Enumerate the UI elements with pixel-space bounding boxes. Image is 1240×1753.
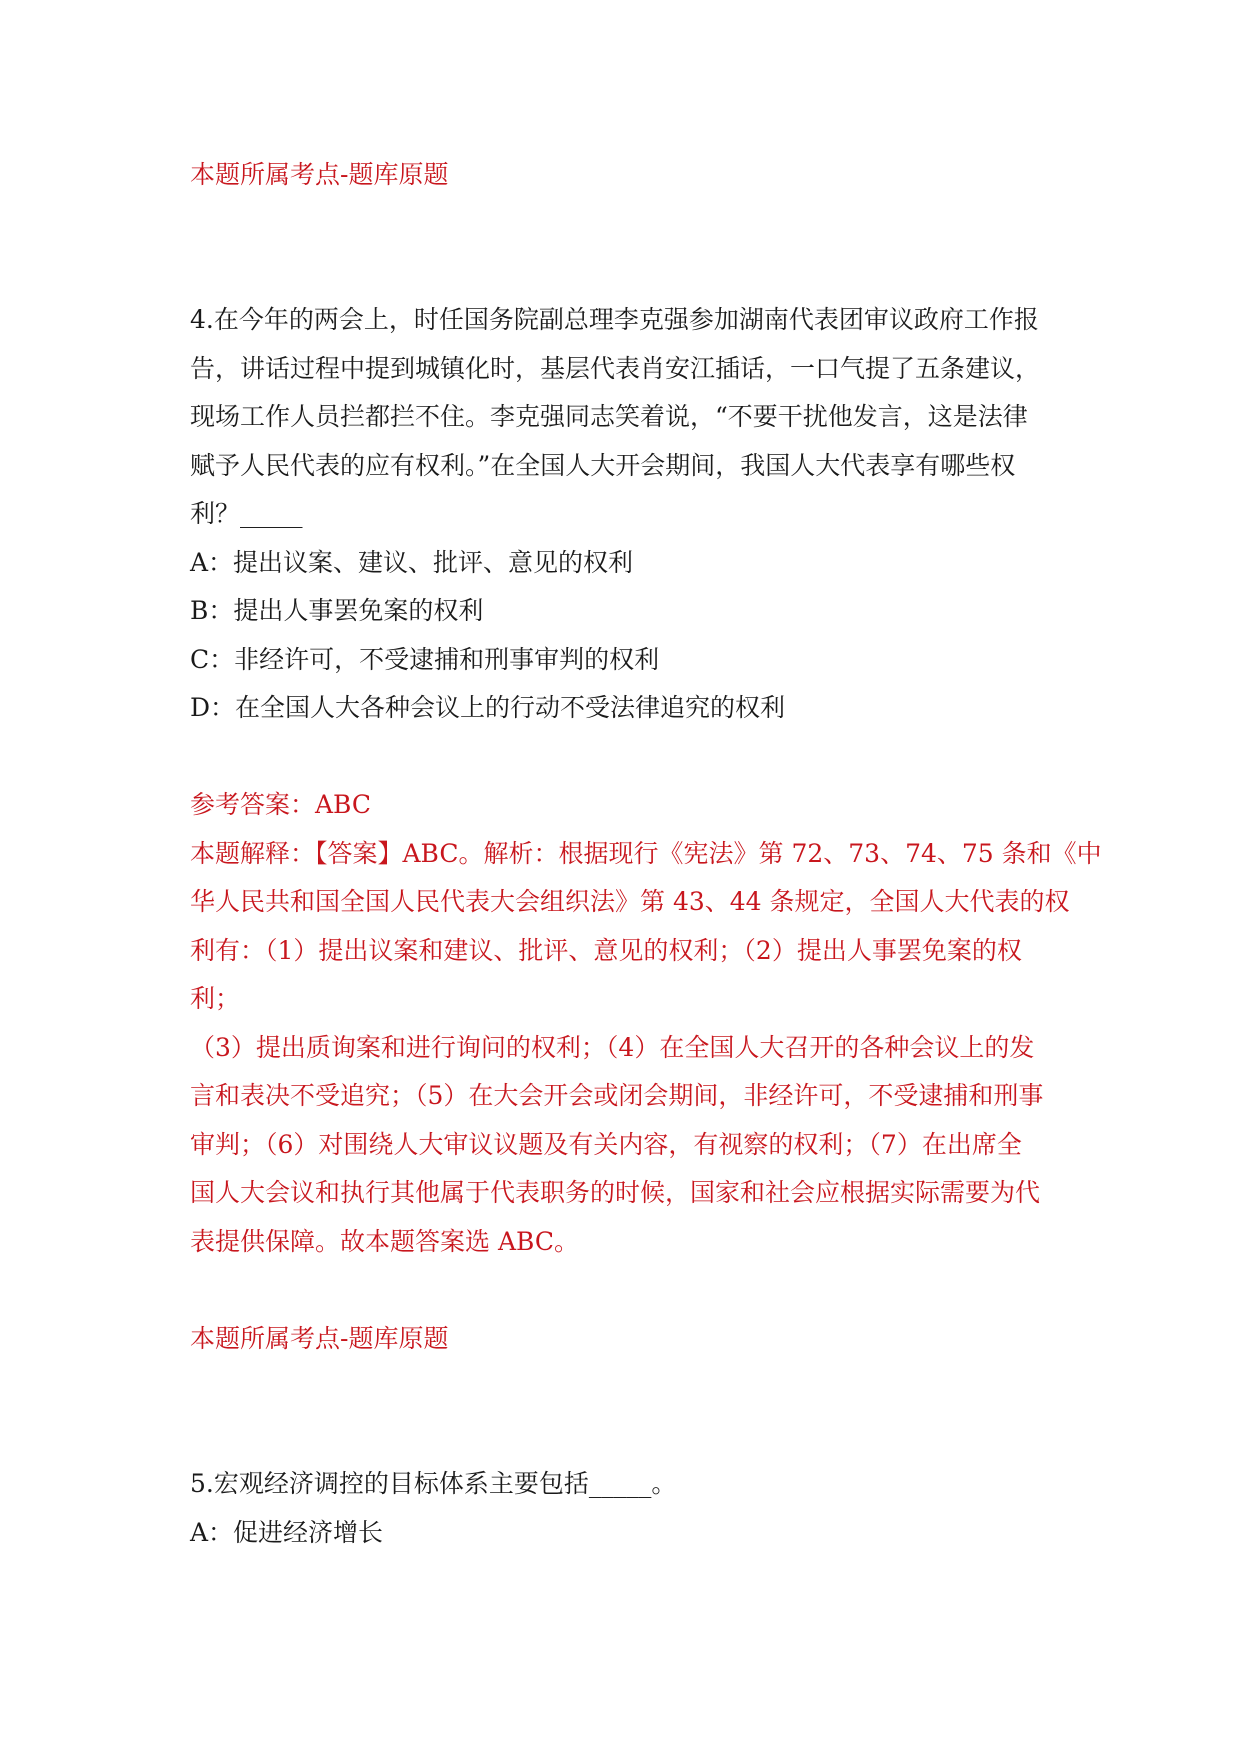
q4-stem-line: 利？_____ xyxy=(190,499,303,528)
q4-stem-line: 4.在今年的两会上，时任国务院副总理李克强参加湖南代表团审议政府工作报 xyxy=(190,305,1039,334)
q4-explanation-line: 利有：（1）提出议案和建议、批评、意见的权利；（2）提出人事罢免案的权 xyxy=(190,936,1022,965)
q4-stem-line: 赋予人民代表的应有权利。”在全国人大开会期间，我国人大代表享有哪些权 xyxy=(190,451,1016,480)
q4-option-c: C：非经许可，不受逮捕和刑事审判的权利 xyxy=(190,645,660,674)
q4-explanation-line: 本题解释：【答案】ABC。解析：根据现行《宪法》第 72、73、74、75 条和《中 xyxy=(190,839,1102,868)
q5-stem: 5.宏观经济调控的目标体系主要包括_____。 xyxy=(190,1469,677,1498)
q4-option-a: A：提出议案、建议、批评、意见的权利 xyxy=(190,548,634,577)
q4-explanation-line: （3）提出质询案和进行询问的权利；（4）在全国人大召开的各种会议上的发 xyxy=(190,1033,1035,1062)
q4-explanation-line: 华人民共和国全国人民代表大会组织法》第 43、44 条规定，全国人大代表的权 xyxy=(190,887,1070,916)
q4-explanation-line: 表提供保障。故本题答案选 ABC。 xyxy=(190,1227,579,1256)
q4-stem-line: 告，讲话过程中提到城镇化时，基层代表肖安江插话，一口气提了五条建议， xyxy=(190,354,1041,383)
q4-stem-line: 现场工作人员拦都拦不住。李克强同志笑着说，“不要干扰他发言，这是法律 xyxy=(190,402,1028,431)
q5-option-a: A：促进经济增长 xyxy=(190,1518,384,1547)
q4-explanation-line: 利； xyxy=(190,984,241,1013)
q4-explanation-line: 国人大会议和执行其他属于代表职务的时候，国家和社会应根据实际需要为代 xyxy=(190,1178,1041,1207)
q4-source: 本题所属考点-题库原题 xyxy=(190,1324,449,1353)
q4-option-b: B：提出人事罢免案的权利 xyxy=(190,596,484,625)
q4-explanation-line: 审判；（6）对围绕人大审议议题及有关内容，有视察的权利；（7）在出席全 xyxy=(190,1130,1022,1159)
q4-answer: 参考答案：ABC xyxy=(190,790,372,819)
q4-explanation-line: 言和表决不受追究；（5）在大会开会或闭会期间，非经许可，不受逮捕和刑事 xyxy=(190,1081,1044,1110)
prev-question-source: 本题所属考点-题库原题 xyxy=(190,160,449,189)
q4-option-d: D：在全国人大各种会议上的行动不受法律追究的权利 xyxy=(190,693,786,722)
